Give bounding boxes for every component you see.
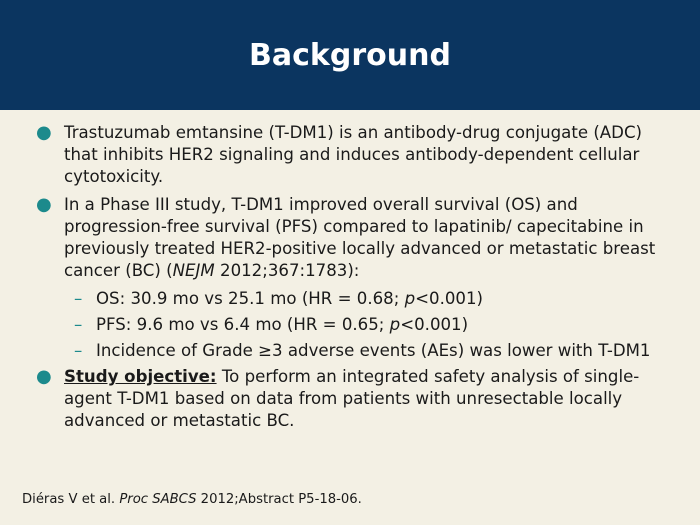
bullet-text <box>64 194 676 282</box>
bullet-text: Trastuzumab emtansine (T-DM1) is an antibody-drug conjugate (ADC) that inhibits HER2 signaling and induces antibody-dependent cellular cytotoxicity. <box>64 123 643 186</box>
slide-header <box>0 0 700 110</box>
dash-icon: – <box>74 341 83 360</box>
objective-label: Study objective: <box>64 367 217 386</box>
sub-bullet-text <box>96 314 676 335</box>
sub-bullet-text <box>96 288 676 309</box>
bullet-text <box>64 366 676 432</box>
slide-content <box>36 122 676 438</box>
slide-title: Background <box>249 37 451 73</box>
bullet-text-part: In a Phase III study, T-DM1 improved overall survival (OS) and progression-free survival (PFS) compared to lapatinib/ capecitabine in previously treated HER2-positive locally advanced or metastatic breast cancer (BC) ( <box>64 195 656 280</box>
dash-icon: – <box>74 315 83 334</box>
dash-icon: – <box>74 289 83 308</box>
sub-text-part: PFS: 9.6 mo vs 6.4 mo (HR = 0.65; <box>96 315 390 334</box>
bullet-text-part: 2012;367:1783): <box>214 261 360 280</box>
sub-bullet-text: Incidence of Grade ≥3 adverse events (AEs) was lower with T-DM1 <box>96 341 651 360</box>
citation-authors: Diéras V et al. <box>22 492 120 507</box>
sub-bullet-aes <box>74 340 676 361</box>
sub-bullet-pfs <box>74 314 676 335</box>
citation-rest: 2012;Abstract P5-18-06. <box>196 492 362 507</box>
sub-text-part: OS: 30.9 mo vs 25.1 mo (HR = 0.68; <box>96 289 405 308</box>
sub-text-part: <0.001) <box>415 289 484 308</box>
bullet-dot-icon: ● <box>36 194 52 215</box>
sub-bullet-os <box>74 288 676 309</box>
journal-name: NEJM <box>172 261 215 280</box>
citation <box>22 492 362 507</box>
bullet-item-adc <box>36 122 676 188</box>
bullet-item-phase3 <box>36 194 676 282</box>
sub-text-part: <0.001) <box>400 315 469 334</box>
citation-venue: Proc SABCS <box>119 492 197 507</box>
bullet-dot-icon: ● <box>36 366 52 387</box>
objective-text: To perform an integrated safety analysis of single-agent T-DM1 based on data from patients with unresectable locally advanced or metastatic BC. <box>64 367 640 430</box>
p-symbol: p <box>404 289 416 308</box>
p-symbol: p <box>389 315 401 334</box>
bullet-dot-icon: ● <box>36 122 52 143</box>
bullet-item-objective <box>36 366 676 432</box>
